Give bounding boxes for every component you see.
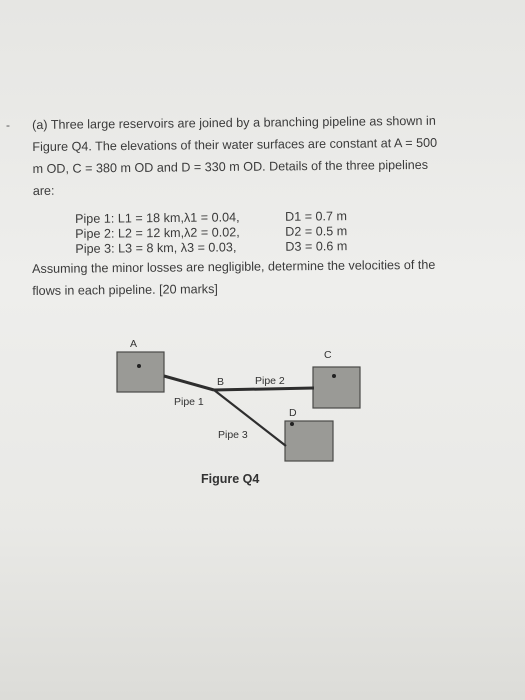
margin-dash: -	[6, 118, 10, 132]
label-a: A	[130, 338, 138, 350]
intro-line: (a) Three large reservoirs are joined by a branching pipeline as shown in	[32, 113, 436, 132]
figure-caption: Figure Q4	[201, 472, 260, 486]
reservoir-d-surface-dot	[290, 422, 294, 426]
reservoir-d	[285, 421, 333, 461]
assumption-line: flows in each pipeline. [20 marks]	[32, 282, 218, 298]
reservoir-c-surface-dot	[332, 374, 336, 378]
label-c: C	[324, 349, 332, 361]
pipe-3-diameter: D3 = 0.6 m	[285, 239, 348, 254]
label-pipe-2: Pipe 2	[255, 375, 285, 387]
pipe-2-params: Pipe 2: L2 = 12 km,λ2 = 0.02,	[75, 225, 240, 241]
pipe-2-diameter: D2 = 0.5 m	[285, 224, 348, 239]
label-pipe-3: Pipe 3	[218, 429, 248, 441]
intro-line: Figure Q4. The elevations of their water surfaces are constant at A = 500	[32, 135, 438, 154]
pipe-1-params: Pipe 1: L1 = 18 km,λ1 = 0.04,	[75, 210, 240, 226]
label-pipe-1: Pipe 1	[174, 396, 204, 408]
intro-line: m OD, C = 380 m OD and D = 330 m OD. Details of the three pipelines	[32, 157, 429, 176]
reservoir-a	[117, 352, 164, 392]
reservoir-c	[313, 367, 360, 408]
pipe-3-params: Pipe 3: L3 = 8 km, λ3 = 0.03,	[75, 240, 237, 256]
label-junction-b: B	[217, 376, 225, 388]
reservoir-a-surface-dot	[137, 364, 141, 368]
pipe-1-diameter: D1 = 0.7 m	[284, 209, 348, 224]
label-d: D	[289, 407, 297, 419]
intro-line: are:	[32, 183, 55, 198]
assumption-line: Assuming the minor losses are negligible, determine the velocities of the	[32, 257, 436, 276]
pipe-1-line	[164, 376, 214, 390]
pipe-2-line	[214, 388, 314, 390]
